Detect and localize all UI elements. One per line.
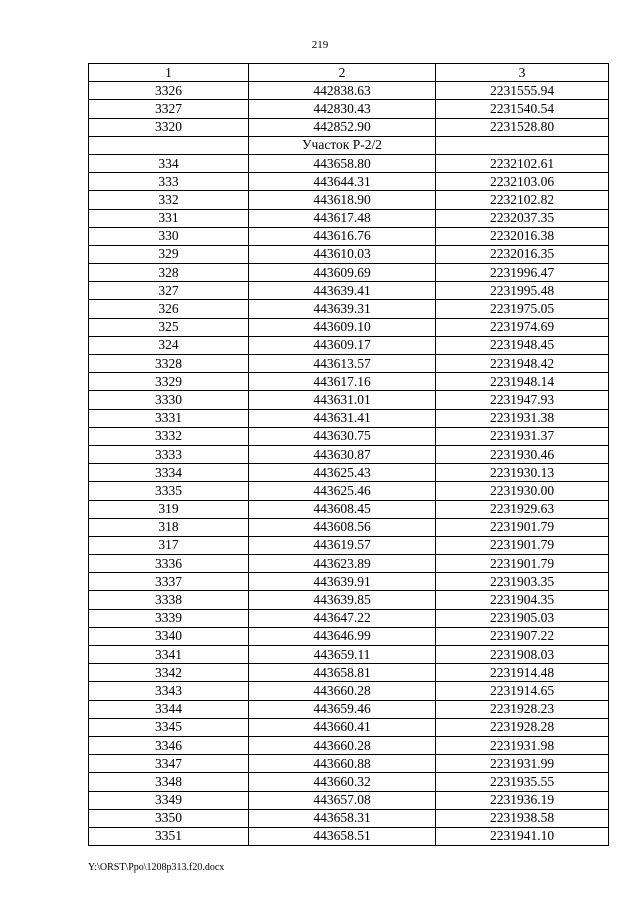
table-row (89, 664, 609, 682)
table-row (89, 118, 609, 136)
point-number-cell: 3326 (89, 82, 249, 100)
y-coordinate-cell: 2231928.23 (436, 700, 609, 718)
y-coordinate-cell: 2231930.00 (436, 482, 609, 500)
point-number-cell: 327 (89, 282, 249, 300)
x-coordinate-cell: 443639.31 (249, 300, 436, 318)
point-number-cell: 3337 (89, 573, 249, 591)
y-coordinate-cell: 2232016.38 (436, 227, 609, 245)
x-coordinate-cell: 443631.41 (249, 409, 436, 427)
y-coordinate-cell: 2231930.13 (436, 464, 609, 482)
table-row (89, 718, 609, 736)
x-coordinate-cell: 443613.57 (249, 355, 436, 373)
y-coordinate-cell: 2232102.82 (436, 191, 609, 209)
x-coordinate-cell: 443658.51 (249, 827, 436, 845)
x-coordinate-cell: 443609.17 (249, 336, 436, 354)
table-row (89, 100, 609, 118)
y-coordinate-cell: 2232102.61 (436, 154, 609, 172)
coordinates-table (88, 63, 609, 846)
point-number-cell: 334 (89, 154, 249, 172)
table-row (89, 445, 609, 463)
point-number-cell: 326 (89, 300, 249, 318)
point-number-cell: 3328 (89, 355, 249, 373)
table-header-row (89, 64, 609, 82)
point-number-cell: 3340 (89, 627, 249, 645)
point-number-cell: 3333 (89, 445, 249, 463)
y-coordinate-cell: 2231905.03 (436, 609, 609, 627)
point-number-cell: 333 (89, 173, 249, 191)
y-coordinate-cell: 2231901.79 (436, 518, 609, 536)
x-coordinate-cell: 443639.91 (249, 573, 436, 591)
y-coordinate-cell: 2231528.80 (436, 118, 609, 136)
y-coordinate-cell: 2231948.45 (436, 336, 609, 354)
point-number-cell: 328 (89, 264, 249, 282)
table-row (89, 518, 609, 536)
x-coordinate-cell: 443658.31 (249, 809, 436, 827)
y-coordinate-cell: 2231903.35 (436, 573, 609, 591)
x-coordinate-cell: 443631.01 (249, 391, 436, 409)
y-coordinate-cell: 2231941.10 (436, 827, 609, 845)
point-number-cell: 3329 (89, 373, 249, 391)
x-coordinate-cell: 443630.75 (249, 427, 436, 445)
y-coordinate-cell: 2231947.93 (436, 391, 609, 409)
point-number-cell: 3344 (89, 700, 249, 718)
point-number-cell: 3339 (89, 609, 249, 627)
x-coordinate-cell: 443639.85 (249, 591, 436, 609)
point-number-cell: 3320 (89, 118, 249, 136)
x-coordinate-cell: 443657.08 (249, 791, 436, 809)
x-coordinate-cell: 442830.43 (249, 100, 436, 118)
y-coordinate-cell: 2232103.06 (436, 173, 609, 191)
point-number-cell: 324 (89, 336, 249, 354)
x-coordinate-cell: 443617.48 (249, 209, 436, 227)
y-coordinate-cell: 2231931.98 (436, 736, 609, 754)
table-row (89, 591, 609, 609)
table-row (89, 791, 609, 809)
x-coordinate-cell: 443644.31 (249, 173, 436, 191)
x-coordinate-cell: 443625.46 (249, 482, 436, 500)
table-row (89, 227, 609, 245)
y-coordinate-cell: 2231938.58 (436, 809, 609, 827)
y-coordinate-cell: 2231935.55 (436, 773, 609, 791)
y-coordinate-cell: 2231931.99 (436, 755, 609, 773)
table-row (89, 682, 609, 700)
table-row (89, 391, 609, 409)
x-coordinate-cell: 443658.80 (249, 154, 436, 172)
point-number-cell: 3343 (89, 682, 249, 700)
point-number-cell: 317 (89, 536, 249, 554)
x-coordinate-cell: 443619.57 (249, 536, 436, 554)
table-row (89, 755, 609, 773)
x-coordinate-cell: 442852.90 (249, 118, 436, 136)
y-coordinate-cell: 2231901.79 (436, 536, 609, 554)
y-coordinate-cell: 2231908.03 (436, 646, 609, 664)
x-coordinate-cell: 442838.63 (249, 82, 436, 100)
point-number-cell: 330 (89, 227, 249, 245)
table-row (89, 318, 609, 336)
point-number-cell: 3334 (89, 464, 249, 482)
table-row (89, 482, 609, 500)
point-number-cell: 3347 (89, 755, 249, 773)
x-coordinate-cell: 443623.89 (249, 555, 436, 573)
point-number-cell: 3345 (89, 718, 249, 736)
point-number-cell: 3342 (89, 664, 249, 682)
table-cell-empty (89, 136, 249, 154)
point-number-cell: 331 (89, 209, 249, 227)
point-number-cell: 319 (89, 500, 249, 518)
point-number-cell: 3338 (89, 591, 249, 609)
x-coordinate-cell: 443660.32 (249, 773, 436, 791)
point-number-cell: 3336 (89, 555, 249, 573)
x-coordinate-cell: 443647.22 (249, 609, 436, 627)
point-number-cell: 3346 (89, 736, 249, 754)
table-row (89, 209, 609, 227)
y-coordinate-cell: 2231555.94 (436, 82, 609, 100)
table-row (89, 264, 609, 282)
x-coordinate-cell: 443659.11 (249, 646, 436, 664)
x-coordinate-cell: 443618.90 (249, 191, 436, 209)
table-row (89, 355, 609, 373)
y-coordinate-cell: 2231974.69 (436, 318, 609, 336)
x-coordinate-cell: 443660.28 (249, 682, 436, 700)
y-coordinate-cell: 2231975.05 (436, 300, 609, 318)
y-coordinate-cell: 2231901.79 (436, 555, 609, 573)
y-coordinate-cell: 2231914.48 (436, 664, 609, 682)
y-coordinate-cell: 2231931.38 (436, 409, 609, 427)
table-row (89, 154, 609, 172)
x-coordinate-cell: 443610.03 (249, 245, 436, 263)
column-header-y: 3 (436, 64, 609, 82)
point-number-cell: 3335 (89, 482, 249, 500)
column-header-point: 1 (89, 64, 249, 82)
x-coordinate-cell: 443617.16 (249, 373, 436, 391)
section-label: Участок Р-2/2 (249, 136, 436, 154)
x-coordinate-cell: 443659.46 (249, 700, 436, 718)
point-number-cell: 329 (89, 245, 249, 263)
table-row (89, 536, 609, 554)
page-number: 219 (311, 39, 329, 51)
footer-file-path: Y:\ORST\Ppo\1208p313.f20.docx (88, 862, 225, 873)
table-row (89, 245, 609, 263)
x-coordinate-cell: 443608.45 (249, 500, 436, 518)
x-coordinate-cell: 443658.81 (249, 664, 436, 682)
table-row (89, 609, 609, 627)
y-coordinate-cell: 2231914.65 (436, 682, 609, 700)
table-row (89, 409, 609, 427)
table-row (89, 282, 609, 300)
y-coordinate-cell: 2231948.14 (436, 373, 609, 391)
table-row (89, 82, 609, 100)
y-coordinate-cell: 2232037.35 (436, 209, 609, 227)
y-coordinate-cell: 2231907.22 (436, 627, 609, 645)
table-row (89, 773, 609, 791)
x-coordinate-cell: 443609.69 (249, 264, 436, 282)
table-body (89, 82, 609, 846)
y-coordinate-cell: 2231929.63 (436, 500, 609, 518)
x-coordinate-cell: 443616.76 (249, 227, 436, 245)
table-row (89, 173, 609, 191)
point-number-cell: 3348 (89, 773, 249, 791)
table-row (89, 627, 609, 645)
table-row (89, 300, 609, 318)
point-number-cell: 318 (89, 518, 249, 536)
table-row (89, 827, 609, 845)
point-number-cell: 325 (89, 318, 249, 336)
x-coordinate-cell: 443608.56 (249, 518, 436, 536)
point-number-cell: 332 (89, 191, 249, 209)
y-coordinate-cell: 2231930.46 (436, 445, 609, 463)
x-coordinate-cell: 443660.28 (249, 736, 436, 754)
table-row (89, 555, 609, 573)
table-row (89, 809, 609, 827)
point-number-cell: 3350 (89, 809, 249, 827)
table-row (89, 373, 609, 391)
point-number-cell: 3332 (89, 427, 249, 445)
x-coordinate-cell: 443660.88 (249, 755, 436, 773)
table-row (89, 700, 609, 718)
table-row (89, 427, 609, 445)
table-row (89, 464, 609, 482)
point-number-cell: 3330 (89, 391, 249, 409)
y-coordinate-cell: 2231540.54 (436, 100, 609, 118)
point-number-cell: 3341 (89, 646, 249, 664)
x-coordinate-cell: 443660.41 (249, 718, 436, 736)
point-number-cell: 3349 (89, 791, 249, 809)
point-number-cell: 3331 (89, 409, 249, 427)
column-header-x: 2 (249, 64, 436, 82)
x-coordinate-cell: 443646.99 (249, 627, 436, 645)
table-row (89, 646, 609, 664)
table-row (89, 500, 609, 518)
x-coordinate-cell: 443639.41 (249, 282, 436, 300)
y-coordinate-cell: 2231928.28 (436, 718, 609, 736)
x-coordinate-cell: 443630.87 (249, 445, 436, 463)
section-row (89, 136, 609, 154)
point-number-cell: 3351 (89, 827, 249, 845)
table-row (89, 336, 609, 354)
x-coordinate-cell: 443609.10 (249, 318, 436, 336)
table-cell-empty (436, 136, 609, 154)
y-coordinate-cell: 2231948.42 (436, 355, 609, 373)
table-row (89, 191, 609, 209)
y-coordinate-cell: 2231936.19 (436, 791, 609, 809)
table-row (89, 573, 609, 591)
y-coordinate-cell: 2231996.47 (436, 264, 609, 282)
y-coordinate-cell: 2231995.48 (436, 282, 609, 300)
point-number-cell: 3327 (89, 100, 249, 118)
y-coordinate-cell: 2231904.35 (436, 591, 609, 609)
x-coordinate-cell: 443625.43 (249, 464, 436, 482)
y-coordinate-cell: 2231931.37 (436, 427, 609, 445)
table-row (89, 736, 609, 754)
y-coordinate-cell: 2232016.35 (436, 245, 609, 263)
